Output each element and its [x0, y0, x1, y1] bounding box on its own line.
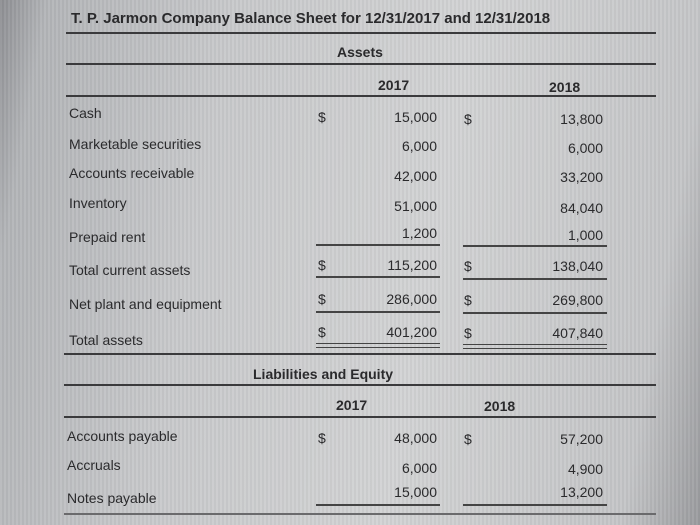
prepaid-rent-2017: 1,200 [401, 225, 437, 241]
currency-symbol: $ [318, 257, 326, 273]
row-label-accruals: Accruals [67, 457, 121, 473]
assets-bottom-rule [64, 353, 656, 355]
row-label-net-plant-and-equipment: Net plant and equipment [69, 296, 222, 312]
row-label-notes-payable: Notes payable [67, 490, 157, 506]
currency-symbol: $ [318, 430, 326, 446]
accounts-payable-2017: 48,000 [394, 430, 437, 446]
inventory-2018: 84,040 [560, 200, 603, 216]
row-label-accounts-receivable: Accounts receivable [69, 165, 195, 181]
title-rule [66, 32, 656, 34]
row-label-cash: Cash [69, 105, 102, 121]
notes-payable-underline-2018 [463, 504, 607, 506]
total-assets-2018: 407,840 [552, 325, 603, 341]
accounts-receivable-2017: 42,000 [394, 168, 437, 184]
document-title: T. P. Jarmon Company Balance Sheet for 12/31/2017 and 12/31/2018 [71, 10, 551, 27]
net-plant-underline-2018 [463, 312, 607, 314]
total-current-assets-2017: 115,200 [387, 257, 437, 273]
row-label-accounts-payable: Accounts payable [67, 428, 178, 444]
currency-symbol: $ [318, 109, 326, 125]
accruals-2017: 6,000 [401, 460, 437, 476]
row-label-inventory: Inventory [69, 195, 127, 211]
currency-symbol: $ [464, 292, 472, 308]
liabilities-year-rule [64, 416, 656, 418]
assets-heading-rule [66, 63, 656, 65]
marketable-securities-2017: 6,000 [401, 138, 437, 154]
liabilities-heading: Liabilities and Equity [253, 366, 394, 382]
total-current-underline-2018 [463, 278, 607, 280]
subtotal-underline-2017 [316, 244, 440, 246]
total-current-assets-2018: 138,040 [552, 258, 603, 274]
row-label-total-current-assets: Total current assets [69, 262, 191, 278]
total-current-underline-2017 [316, 276, 440, 278]
subtotal-underline-2018 [463, 245, 607, 247]
notes-payable-underline-2017 [316, 504, 440, 506]
assets-year-2017: 2017 [378, 77, 410, 93]
assets-year-2018: 2018 [549, 79, 581, 95]
marketable-securities-2018: 6,000 [567, 140, 603, 156]
net-plant-2018: 269,800 [552, 292, 603, 308]
liabilities-year-2017: 2017 [336, 397, 368, 413]
currency-symbol: $ [464, 431, 472, 447]
row-label-total-assets: Total assets [69, 332, 143, 348]
total-assets-2017: 401,200 [386, 324, 437, 340]
assets-year-rule [66, 95, 656, 97]
total-assets-double-underline-2018 [463, 344, 607, 349]
notes-payable-2018: 13,200 [560, 484, 603, 500]
currency-symbol: $ [464, 325, 472, 341]
total-assets-double-underline-2017 [316, 343, 440, 348]
notes-payable-2017: 15,000 [394, 484, 437, 500]
assets-heading: Assets [337, 44, 383, 60]
accounts-receivable-2018: 33,200 [560, 169, 603, 185]
currency-symbol: $ [318, 324, 326, 340]
net-plant-underline-2017 [316, 311, 440, 313]
currency-symbol: $ [464, 258, 472, 274]
row-label-marketable-securities: Marketable securities [69, 136, 202, 152]
row-label-prepaid-rent: Prepaid rent [69, 229, 146, 245]
cash-2017: 15,000 [394, 109, 437, 125]
cash-2018: 13,800 [560, 111, 603, 127]
liabilities-bottom-rule [64, 513, 656, 515]
liabilities-year-2018: 2018 [484, 398, 516, 414]
currency-symbol: $ [464, 111, 472, 127]
liabilities-heading-rule [64, 384, 656, 386]
accruals-2018: 4,900 [567, 461, 603, 477]
accounts-payable-2018: 57,200 [560, 431, 603, 447]
currency-symbol: $ [318, 291, 326, 307]
inventory-2017: 51,000 [394, 198, 437, 214]
net-plant-2017: 286,000 [386, 291, 437, 307]
prepaid-rent-2018: 1,000 [567, 227, 603, 243]
